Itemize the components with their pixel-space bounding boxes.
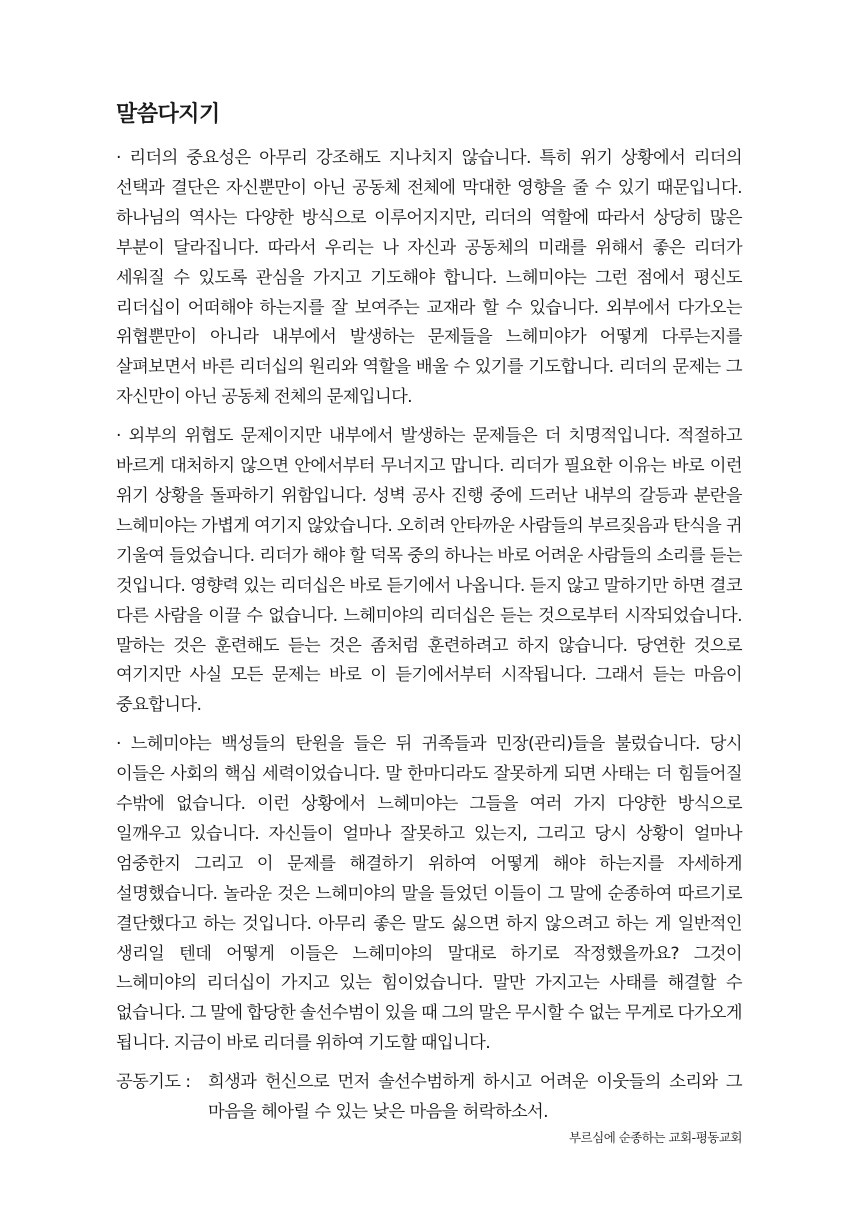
prayer-text: 희생과 헌신으로 먼저 솔선수범하게 하시고 어려운 이웃들의 소리와 그 마음을 헤아릴 수 있는 낮은 마음을 허락하소서. — [208, 1072, 742, 1123]
page-footer: 부르심에 순종하는 교회-평동교회 — [568, 1130, 742, 1145]
document-body — [116, 100, 742, 1128]
paragraph-1: · 리더의 중요성은 아무리 강조해도 지나치지 않습니다. 특히 위기 상황에서 리더의 선택과 결단은 자신뿐만이 아닌 공동체 전체에 막대한 영향을 줄 수 있기 때문입니다. 하나님의 역사는 다양한 방식으로 이루어지지만, 리더의 역할에 따라서 상당히 많은 부분이 달라집니다. 따라서 우리는 나 자신과 공동체의 미래를 위해서 좋은 리더가 세워질 수 있도록 관심을 가지고 기도해야 합니다. 느헤미야는 그런 점에서 평신도 리더십이 어떠해야 하는지를 잘 보여주는 교재라 할 수 있습니다. 외부에서 다가오는 위협뿐만이 아니라 내부에서 발생하는 문제들을 느헤미야가 어떻게 다루는지를 살펴보면서 바른 리더십의 원리와 역할을 배울 수 있기를 기도합니다. 리더의 문제는 그 자신만이 아닌 공동체 전체의 문제입니다. — [116, 148, 742, 408]
paragraph-3: · 느헤미야는 백성들의 탄원을 들은 뒤 귀족들과 민장(관리)들을 불렀습니다. 당시 이들은 사회의 핵심 세력이었습니다. 말 한마디라도 잘못하게 되면 사태는 더 힘들어질 수밖에 없습니다. 이런 상황에서 느헤미야는 그들을 여러 가지 다양한 방식으로 일깨우고 있습니다. 자신들이 얼마나 잘못하고 있는지, 그리고 당시 상황이 얼마나 엄중한지 그리고 이 문제를 해결하기 위하여 어떻게 해야 하는지를 자세하게 설명했습니다. 놀라운 것은 느헤미야의 말을 들었던 이들이 그 말에 순종하여 따르기로 결단했다고 하는 것입니다. 아무리 좋은 말도 싫으면 하지 않으려고 하는 게 일반적인 생리일 텐데 어떻게 이들은 느헤미야의 말대로 하기로 작정했을까요? 그것이 느헤미야의 리더십이 가지고 있는 힘이었습니다. 말만 가지고는 사태를 해결할 수 없습니다. 그 말에 합당한 솔선수범이 있을 때 그의 말은 무시할 수 없는 무게로 다가오게 됩니다. 지금이 바로 리더를 위하여 기도할 때입니다. — [116, 734, 742, 1054]
paragraph-2: · 외부의 위협도 문제이지만 내부에서 발생하는 문제들은 더 치명적입니다. 적절하고 바르게 대처하지 않으면 안에서부터 무너지고 맙니다. 리더가 필요한 이유는 바로 이런 위기 상황을 돌파하기 위함입니다. 성벽 공사 진행 중에 드러난 내부의 갈등과 분란을 느헤미야는 가볍게 여기지 않았습니다. 오히려 안타까운 사람들의 부르짖음과 탄식을 귀 기울여 들었습니다. 리더가 해야 할 덕목 중의 하나는 바로 어려운 사람들의 소리를 듣는 것입니다. 영향력 있는 리더십은 바로 듣기에서 나옵니다. 듣지 않고 말하기만 하면 결코 다른 사람을 이끌 수 없습니다. 느헤미야의 리더십은 듣는 것으로부터 시작되었습니다. 말하는 것은 훈련해도 듣는 것은 좀처럼 훈련하려고 하지 않습니다. 당연한 것으로 여기지만 사실 모든 문제는 바로 이 듣기에서부터 시작됩니다. 그래서 듣는 마음이 중요합니다. — [116, 426, 742, 716]
prayer-label: 공동기도 : — [116, 1072, 196, 1093]
common-prayer — [116, 1068, 742, 1128]
page-title: 말씀다지기 — [116, 102, 220, 127]
